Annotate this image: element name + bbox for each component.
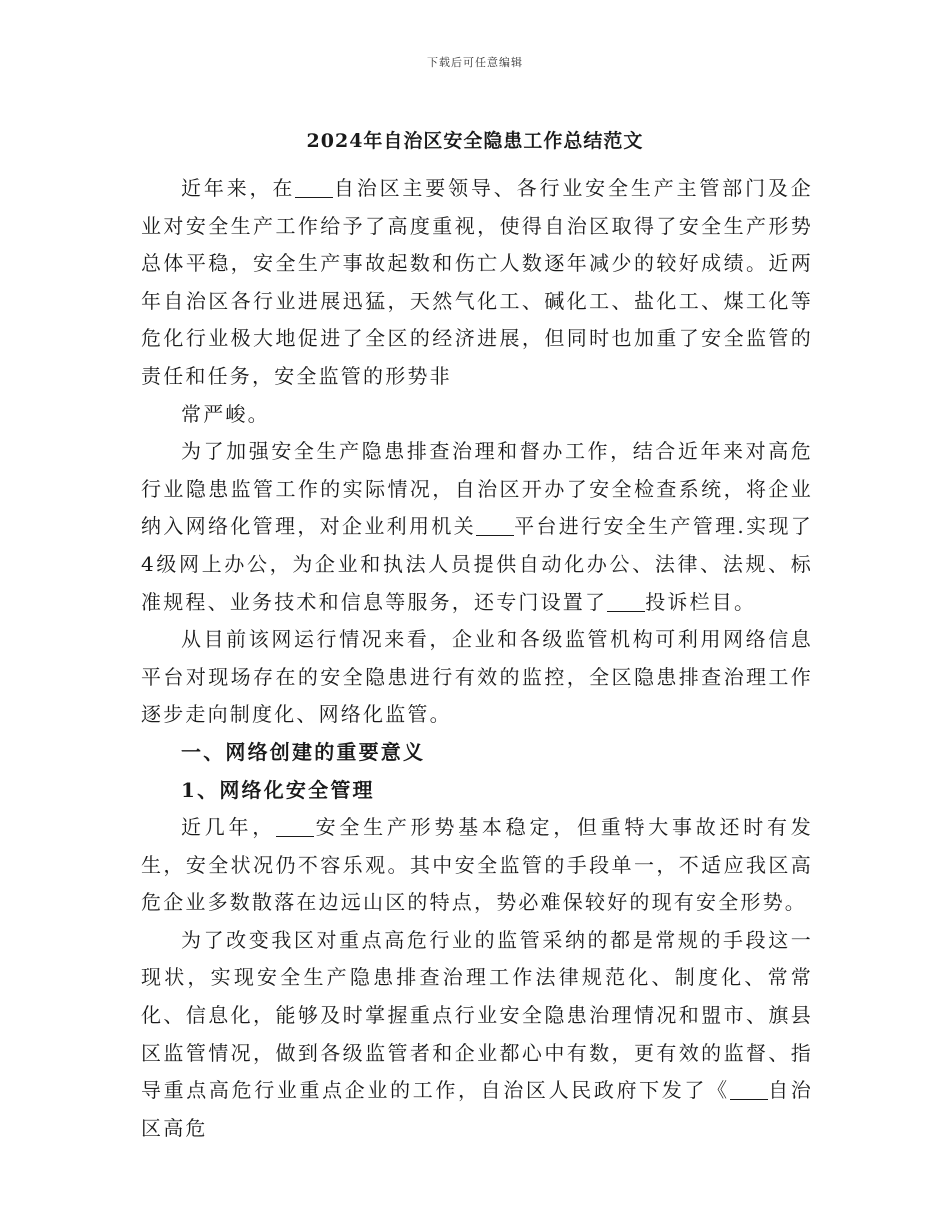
subsection-heading-1: 1、网络化安全管理 (181, 777, 375, 802)
blank-line (276, 816, 314, 837)
paragraph-5 (141, 809, 813, 922)
paragraph-6 (141, 922, 813, 1148)
paragraph-1 (141, 170, 813, 396)
paragraph-3-part-b: 平台进行安全生产管理.实现了4级网上办公，为企业和执法人员提供自动化办公、法律、法规、标准规程、业务技术和信息等服务，还专门设置了 (141, 514, 813, 614)
paragraph-3-part-c: 投诉栏目。 (645, 589, 757, 614)
paragraph-6-part-b: 自治区高危 (141, 1078, 814, 1140)
paragraph-5-part-a: 近几年， (181, 815, 277, 840)
paragraph-1-part-b: 自治区主要领导、各行业安全生产主管部门及企业对安全生产工作给予了高度重视，使得自治区取得了安全生产形势总体平稳，安全生产事故起数和伤亡人数逐年减少的较好成绩。近两年自治区各行业进展迅猛，天然气化工、碱化工、盐化工、煤工化等危化行业极大地促进了全区的经济进展，但同时也加重了安全监管的责任和任务，安全监管的形势非 (141, 176, 814, 388)
paragraph-4: 从目前该网运行情况来看，企业和各级监管机构可利用网络信息平台对现场存在的安全隐患进行有效的监控，全区隐患排查治理工作逐步走向制度化、网络化监管。 (141, 627, 813, 727)
paragraph-2: 常严峻。 (181, 401, 270, 426)
blank-line (476, 515, 514, 536)
blank-line (730, 1079, 768, 1100)
document-title: 2024年自治区安全隐患工作总结范文 (306, 130, 644, 152)
paragraph-1-part-a: 近年来，在 (181, 176, 296, 200)
paragraph-6-part-a: 为了改变我区对重点高危行业的监管采纳的都是常规的手段这一现状，实现安全生产隐患排查治理工作法律规范化、制度化、常常化、信息化，能够及时掌握重点行业安全隐患治理情况和盟市、旗县区监管情况，做到各级监管者和企业都心中有数，更有效的监督、指导重点高危行业重点企业的工作，自治区人民政府下发了《 (141, 927, 813, 1103)
blank-line (295, 177, 333, 198)
header-note: 下载后可任意编辑 (427, 56, 523, 69)
document-body (141, 170, 813, 1147)
paragraph-5-part-b: 安全生产形势基本稳定，但重特大事故还时有发生，安全状况仍不容乐观。其中安全监管的手段单一，不适应我区高危企业多数散落在边远山区的特点，势必难保较好的现有安全形势。 (141, 815, 813, 915)
section-heading-1: 一、网络创建的重要意义 (181, 739, 426, 764)
paragraph-3-part-a: 为了加强安全生产隐患排查治理和督办工作，结合近年来对高危行业隐患监管工作的实际情况，自治区开办了安全检查系统，将企业纳入网络化管理，对企业利用机关 (141, 439, 813, 539)
blank-line (607, 591, 645, 612)
paragraph-3 (141, 433, 813, 621)
